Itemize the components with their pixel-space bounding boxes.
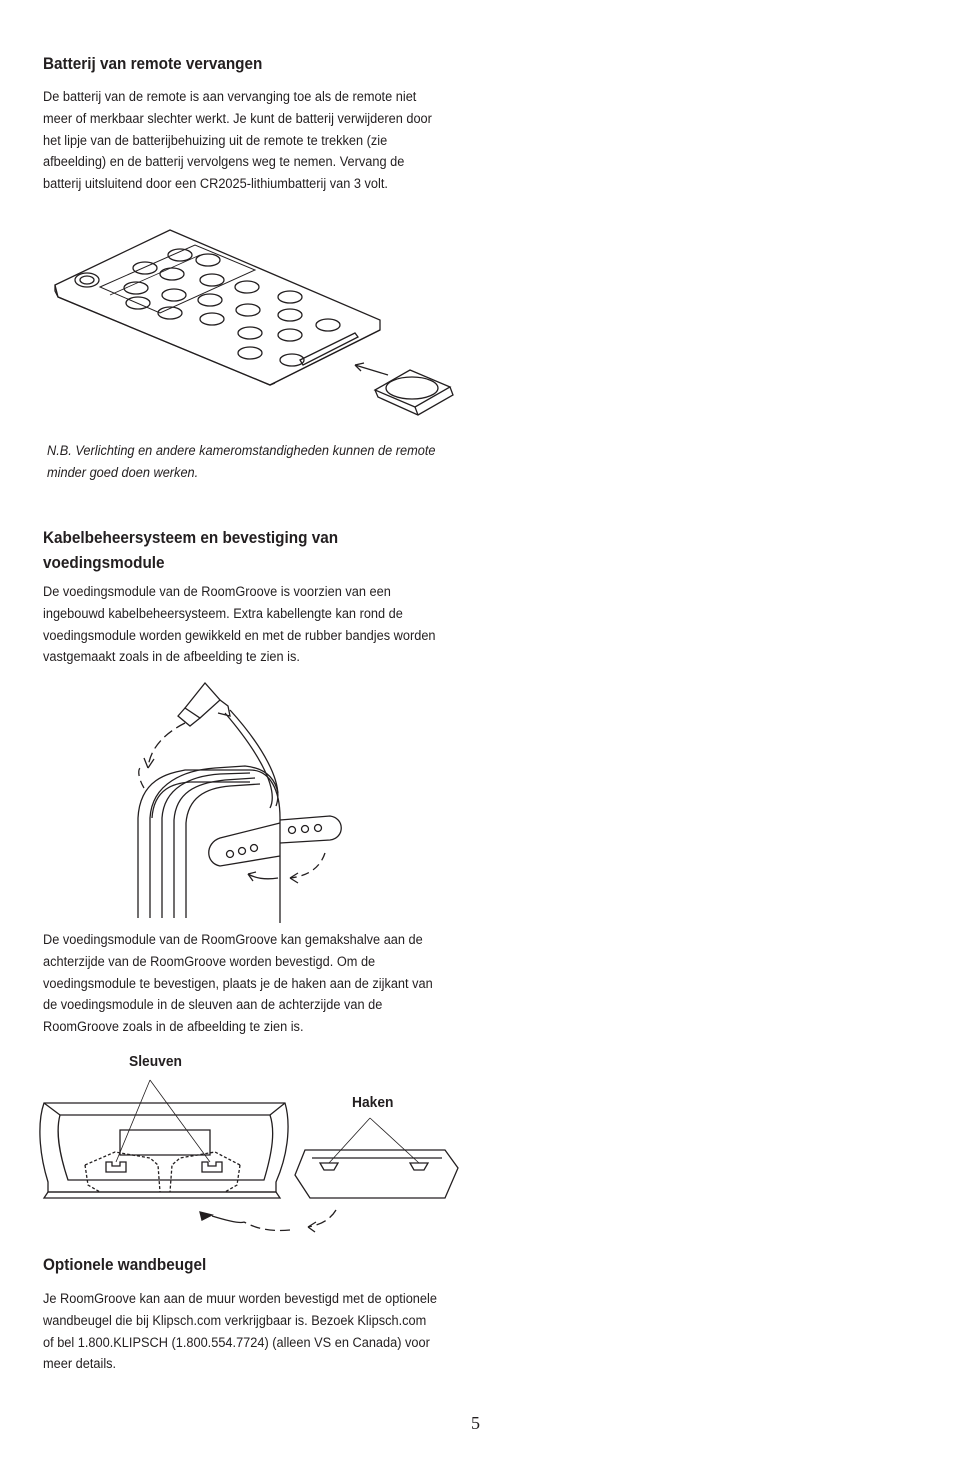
cable-management-illustration (130, 678, 350, 928)
section-heading-wall-bracket: Optionele wandbeugel (43, 1255, 207, 1274)
section-heading-battery: Batterij van remote vervangen (43, 54, 263, 73)
mounting-paragraph: De voedingsmodule van de RoomGroove kan gemakshalve aan de achterzijde van de RoomGroove worden bevestigd. Om de voedingsmodule te bevestigen, plaats je de haken aan de zijkant van de voedingsmodule in de sleuven aan de achterzijde van de RoomGroove zoals in de afbeelding te zien is. (43, 932, 433, 1036)
battery-paragraph: De batterij van de remote is aan vervanging toe als de remote niet meer of merkbaar slechter werkt. Je kunt de batterij verwijderen door het lipje van de batterijbehuizing uit de remote te trekken (zie afbeelding) en de batterij vervolgens weg te nemen. Vervang de batterij uitsluitend door een CR2025-lithiumbatterij van 3 volt. (43, 89, 432, 193)
battery-note: N.B. Verlichting en andere kameromstandigheden kunnen de remote minder goed doen werken. (47, 443, 436, 481)
remote-battery-illustration (50, 225, 465, 415)
wall-bracket-paragraph: Je RoomGroove kan aan de muur worden bevestigd met de optionele wandbeugel die bij Klipsch.com verkrijgbaar is. Bezoek Klipsch.com of bel 1.800.KLIPSCH (1.800.554.7724) (alleen VS en Canada) voor meer details. (43, 1291, 437, 1373)
section-heading-cable-line1: Kabelbeheersysteem en bevestiging van (43, 528, 339, 547)
label-slots: Sleuven (129, 1053, 182, 1070)
section-heading-cable-line2: voedingsmodule (43, 553, 165, 572)
mounting-slots-hooks-illustration (40, 1070, 460, 1235)
cable-paragraph: De voedingsmodule van de RoomGroove is voorzien van een ingebouwd kabelbeheersysteem. Extra kabellengte kan rond de voedingsmodule worden gewikkeld en met de rubber bandjes worden vastgemaakt zoals in de afbeelding te zien is. (43, 584, 436, 666)
page-number: 5 (471, 1413, 480, 1433)
label-hooks: Haken (352, 1094, 394, 1111)
